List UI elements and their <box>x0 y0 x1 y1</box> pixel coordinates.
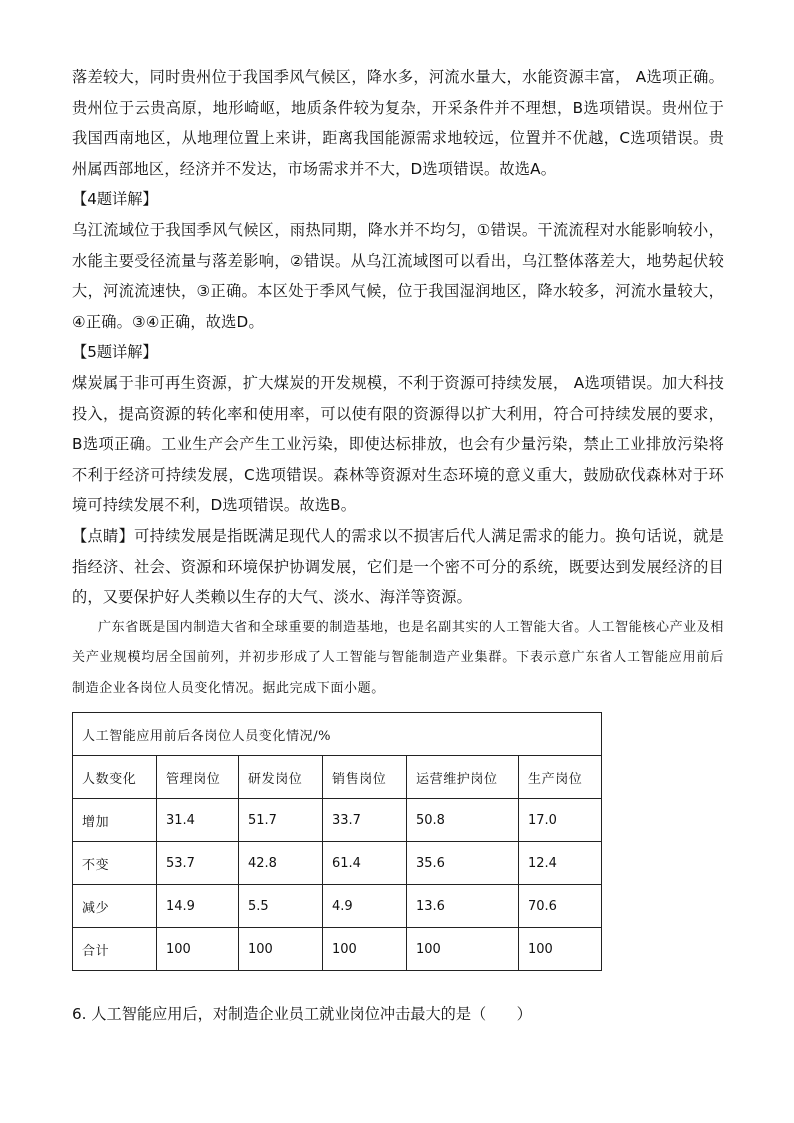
table-cell: 4.9 <box>323 885 407 928</box>
table-cell: 100 <box>519 928 602 971</box>
table-row <box>73 885 602 928</box>
table-cell: 17.0 <box>519 799 602 842</box>
tip-paragraph <box>72 521 724 613</box>
q4-explanation: 乌江流域位于我国季风气候区，雨热同期，降水并不均匀，①错误。干流流程对水能影响较小，水能主要受径流量与落差影响，②错误。从乌江流域图可以看出，乌江整体落差大，地势起伏较大，河流流速快，③正确。本区处于季风气候，位于我国湿润地区，降水较多，河流水量较大，④正确。③④正确，故选D。 <box>72 220 724 331</box>
table-row <box>73 928 602 971</box>
tip-label: 【点睛】 <box>72 526 135 545</box>
table-cell: 35.6 <box>407 842 519 885</box>
table-header-cell: 研发岗位 <box>239 756 323 799</box>
table-row <box>73 799 602 842</box>
staff-change-table <box>72 712 602 971</box>
table-cell: 13.6 <box>407 885 519 928</box>
table-caption: 人工智能应用前后各岗位人员变化情况/% <box>73 713 602 756</box>
table-cell: 100 <box>323 928 407 971</box>
table-cell: 100 <box>157 928 239 971</box>
table-header-row <box>73 756 602 799</box>
q5-explanation: 煤炭属于非可再生资源，扩大煤炭的开发规模，不利于资源可持续发展， A选项错误。加大科技投入，提高资源的转化率和使用率，可以使有限的资源得以扩大利用，符合可持续发展的要求，B选项正确。工业生产会产生工业污染，即使达标排放，也会有少量污染，禁止工业排放污染将不利于经济可持续发展，C选项错误。森林等资源对生态环境的意义重大，鼓励砍伐森林对于环境可持续发展不利，D选项错误。故选B。 <box>72 373 724 515</box>
table-row <box>73 842 602 885</box>
table-header-cell: 管理岗位 <box>157 756 239 799</box>
table-cell: 14.9 <box>157 885 239 928</box>
table-header-cell: 销售岗位 <box>323 756 407 799</box>
q4-heading: 【4题详解】 <box>72 190 158 209</box>
table-cell: 31.4 <box>157 799 239 842</box>
table-cell: 100 <box>239 928 323 971</box>
tip-text: 可持续发展是指既满足现代人的需求以不损害后代人满足需求的能力。换句话说，就是指经济、社会、资源和环境保护协调发展，它们是一个密不可分的系统，既要达到发展经济的目的，又要保护好人类赖以生存的大气、淡水、海洋等资源。 <box>72 526 724 607</box>
material-intro: 广东省既是国内制造大省和全球重要的制造基地，也是名副其实的人工智能大省。人工智能核心产业及相关产业规模均居全国前列，并初步形成了人工智能与智能制造产业集群。下表示意广东省人工智能应用前后制造企业各岗位人员变化情况。据此完成下面小题。 <box>72 619 724 696</box>
table-header-cell: 生产岗位 <box>519 756 602 799</box>
table-cell: 61.4 <box>323 842 407 885</box>
document-body <box>72 62 724 971</box>
table-cell: 33.7 <box>323 799 407 842</box>
table-row-label: 减少 <box>73 885 157 928</box>
table-cell: 12.4 <box>519 842 602 885</box>
table-row-label: 增加 <box>73 799 157 842</box>
table-row-label: 合计 <box>73 928 157 971</box>
table-header-cell: 运营维护岗位 <box>407 756 519 799</box>
answer-paragraph-3: 落差较大，同时贵州位于我国季风气候区，降水多，河流水量大，水能资源丰富， A选项正确。贵州位于云贵高原，地形崎岖，地质条件较为复杂，开采条件并不理想，B选项错误。贵州位于我国西南地区，从地理位置上来讲，距离我国能源需求地较远，位置并不优越，C选项错误。贵州属西部地区，经济并不发达，市场需求并不大，D选项错误。故选A。 <box>72 68 724 178</box>
table-header-cell: 人数变化 <box>73 756 157 799</box>
table-caption-row <box>73 713 602 756</box>
table-cell: 5.5 <box>239 885 323 928</box>
table-cell: 70.6 <box>519 885 602 928</box>
table-cell: 42.8 <box>239 842 323 885</box>
table-cell: 53.7 <box>157 842 239 885</box>
table-cell: 50.8 <box>407 799 519 842</box>
table-row-label: 不变 <box>73 842 157 885</box>
table-cell: 51.7 <box>239 799 323 842</box>
table-cell: 100 <box>407 928 519 971</box>
question-6: 6. 人工智能应用后，对制造企业员工就业岗位冲击最大的是（ ） <box>72 1005 532 1023</box>
q5-heading: 【5题详解】 <box>72 343 158 362</box>
